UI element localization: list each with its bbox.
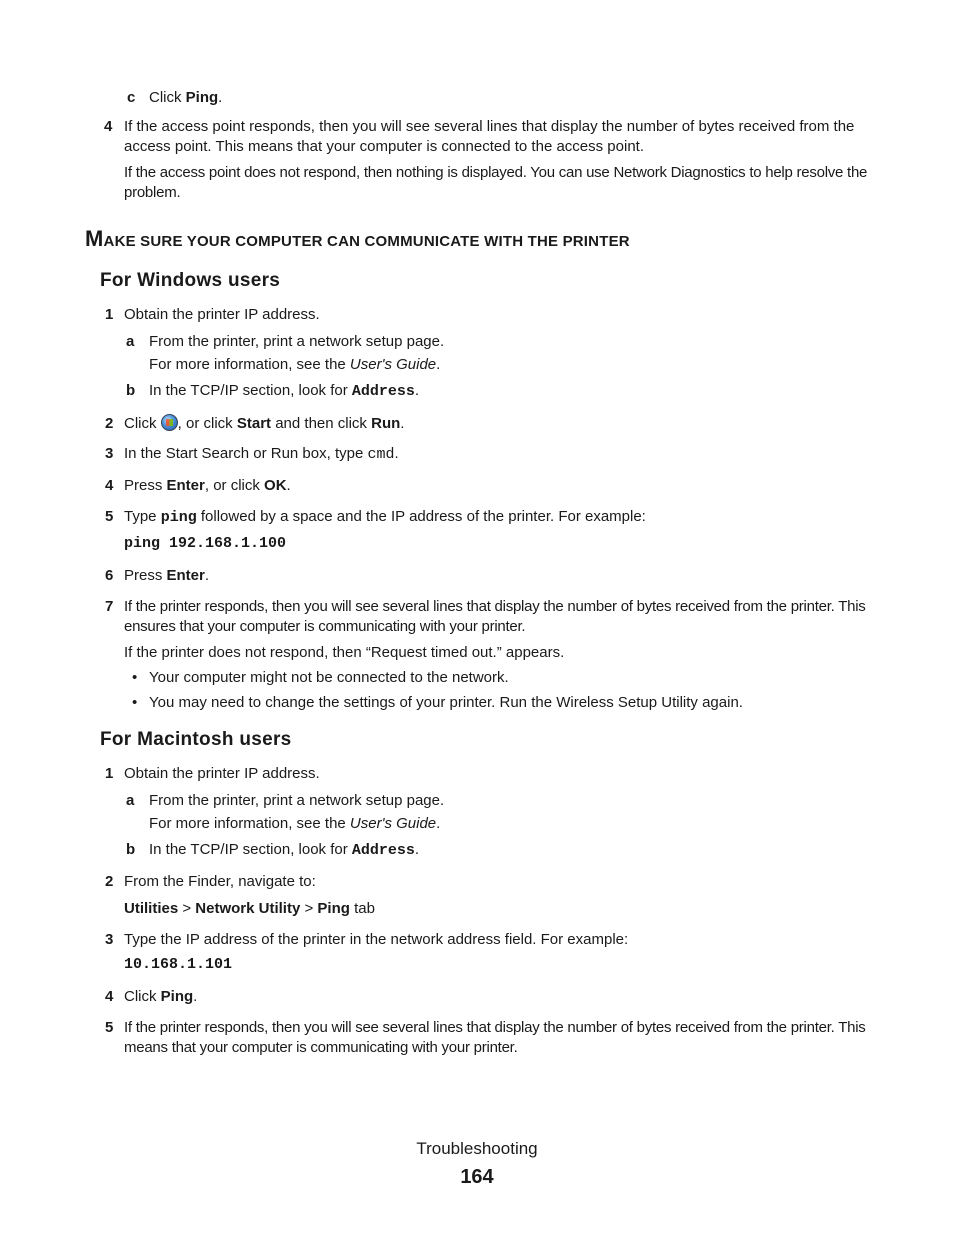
mac-step-a-more: For more information, see the User's Guide.: [149, 815, 441, 832]
mac-ip-example: 10.168.1.101: [124, 956, 233, 973]
win-step-4-text: Press Enter, or click OK.: [124, 477, 291, 494]
mac-step-label-b: b: [126, 841, 136, 858]
step-4-text: If the access point responds, then you will see several lines that display the number of bytes received from the access point. This means that your computer is connected to the access point.: [124, 118, 855, 155]
win-step-number-7: 7: [105, 598, 114, 615]
mac-step-label-a: a: [126, 792, 135, 809]
win-ping-example: ping 192.168.1.100: [124, 535, 287, 552]
mac-step-4-text: Click Ping.: [124, 988, 198, 1005]
mac-step-5-text: If the printer responds, then you will see several lines that display the number of bytes received from the printer. This means that your computer is communicating with your printer.: [124, 1019, 866, 1056]
mac-step-b-text: In the TCP/IP section, look for Address.: [149, 841, 420, 859]
mac-step-number-3: 3: [105, 931, 114, 948]
win-step-number-5: 5: [105, 508, 114, 525]
footer-chapter: Troubleshooting: [416, 1139, 538, 1158]
page-number: 164: [460, 1166, 494, 1188]
win-bullet-2: You may need to change the settings of your printer. Run the Wireless Setup Utility again.: [149, 694, 743, 711]
mac-step-number-2: 2: [105, 873, 114, 890]
win-step-1-text: Obtain the printer IP address.: [124, 306, 320, 323]
win-step-label-a: a: [126, 333, 135, 350]
win-step-a-more: For more information, see the User's Guide.: [149, 356, 441, 373]
win-step-b-text: In the TCP/IP section, look for Address.: [149, 382, 420, 400]
mac-step-a-text: From the printer, print a network setup page.: [149, 792, 445, 809]
win-step-number-4: 4: [105, 477, 114, 494]
mac-step-number-5: 5: [105, 1019, 114, 1036]
win-step-5-text: Type ping followed by a space and the IP address of the printer. For example:: [124, 508, 646, 526]
step-number-4: 4: [104, 118, 113, 135]
mac-step-number-1: 1: [105, 765, 114, 782]
win-step-6-text: Press Enter.: [124, 567, 210, 584]
mac-step-number-4: 4: [105, 988, 114, 1005]
step-c-text: Click Ping.: [149, 89, 223, 106]
win-step-a-text: From the printer, print a network setup page.: [149, 333, 445, 350]
mac-step-2-text: From the Finder, navigate to:: [124, 873, 316, 890]
win-step-number-3: 3: [105, 445, 114, 462]
section-heading: MAKE SURE YOUR COMPUTER CAN COMMUNICATE WITH THE PRINTER: [85, 226, 630, 251]
mac-step-3-text: Type the IP address of the printer in the network address field. For example:: [124, 931, 629, 948]
win-step-number-1: 1: [105, 306, 114, 323]
windows-heading: For Windows users: [100, 270, 281, 291]
win-step-number-6: 6: [105, 567, 114, 584]
win-step-number-2: 2: [105, 415, 114, 432]
win-step-2-text: Click , or click Start and then click Run.: [124, 415, 405, 432]
win-step-label-b: b: [126, 382, 136, 399]
bullet-icon: •: [132, 669, 138, 686]
win-step-3-text: In the Start Search or Run box, type cmd.: [124, 445, 399, 463]
win-bullet-1: Your computer might not be connected to the network.: [149, 669, 509, 686]
mac-step-1-text: Obtain the printer IP address.: [124, 765, 320, 782]
mac-heading: For Macintosh users: [100, 729, 292, 750]
win-step-7-followup: If the printer does not respond, then “Request timed out.” appears.: [124, 644, 565, 661]
win-step-7-text: If the printer responds, then you will see several lines that display the number of bytes received from the printer. This ensures that your computer is communicating with your printer.: [124, 598, 866, 635]
step-4-followup: If the access point does not respond, then nothing is displayed. You can use Network Diagnostics to help resolve the problem.: [124, 164, 868, 201]
step-label-c: c: [127, 89, 136, 106]
mac-finder-path: Utilities > Network Utility > Ping tab: [124, 900, 375, 917]
bullet-icon: •: [132, 694, 138, 711]
windows-start-icon: [161, 414, 178, 431]
